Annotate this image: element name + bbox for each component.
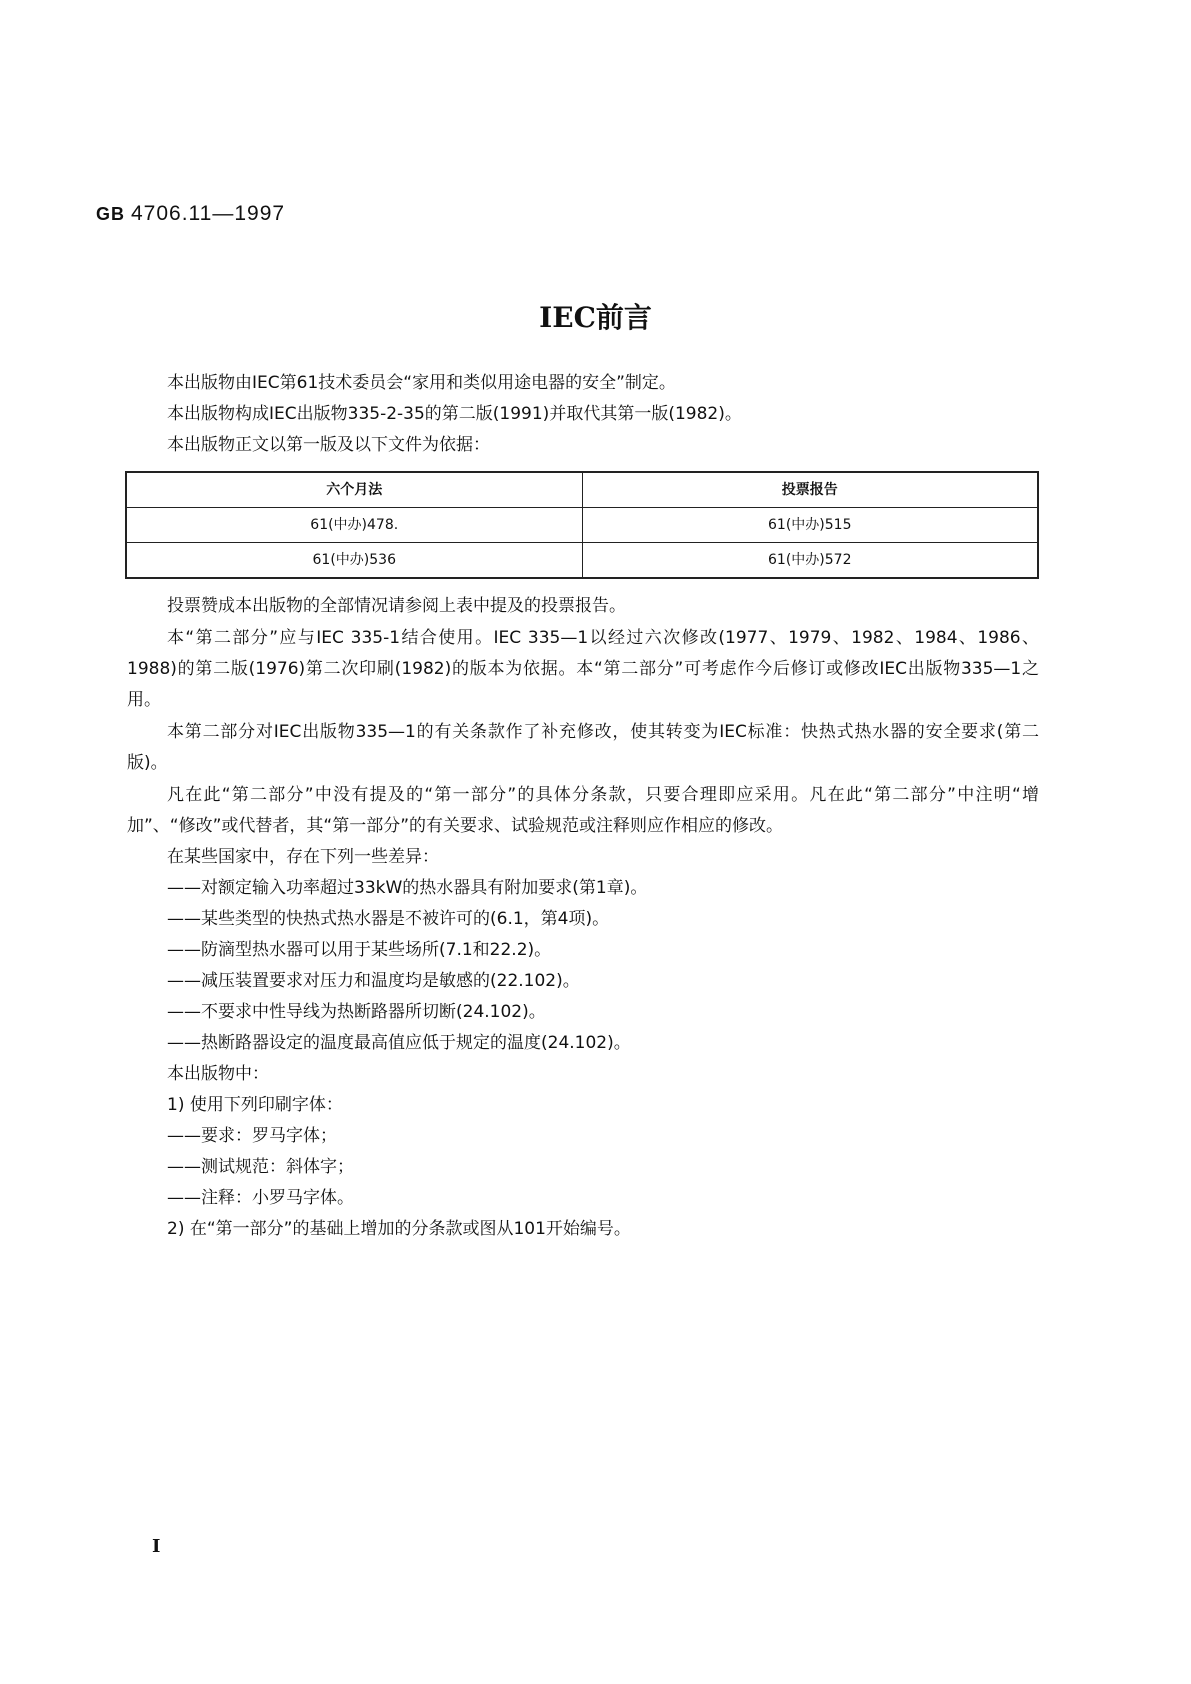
body-paragraph: 在某些国家中，存在下列一些差异：	[167, 847, 439, 867]
intro-paragraph: 本出版物构成IEC出版物335-2-35的第二版(1991)并取代其第一版(1982)。	[167, 404, 742, 424]
intro-paragraph: 本出版物由IEC第61技术委员会“家用和类似用途电器的安全”制定。	[167, 373, 676, 393]
table-cell: 61(中办)478.	[126, 508, 582, 543]
numbered-item: 2) 在“第一部分”的基础上增加的分条款或图从101开始编号。	[167, 1219, 631, 1239]
typeface-item: ——注释：小罗马字体。	[167, 1188, 354, 1208]
numbered-item: 1) 使用下列印刷字体：	[167, 1095, 343, 1115]
body-paragraph: 本出版物中：	[167, 1064, 269, 1084]
table-cell: 61(中办)536	[126, 543, 582, 579]
difference-item: ——对额定输入功率超过33kW的热水器具有附加要求(第1章)。	[167, 878, 648, 898]
document-body	[127, 368, 1039, 1245]
standard-prefix: GB	[96, 204, 125, 224]
difference-item: ——热断路器设定的温度最高值应低于规定的温度(24.102)。	[167, 1033, 631, 1053]
table-header-cell: 投票报告	[582, 472, 1038, 508]
intro-paragraph: 本出版物正文以第一版及以下文件为依据：	[167, 435, 490, 455]
page-title: IEC前言	[539, 301, 652, 334]
table-row	[126, 543, 1038, 579]
table-cell: 61(中办)572	[582, 543, 1038, 579]
body-paragraph: 本第二部分对IEC出版物335—1的有关条款作了补充修改，使其转变为IEC标准：快热式热水器的安全要求(第二版)。	[127, 722, 1039, 773]
page-number: I	[152, 1536, 161, 1557]
difference-item: ——防滴型热水器可以用于某些场所(7.1和22.2)。	[167, 940, 552, 960]
difference-item: ——不要求中性导线为热断路器所切断(24.102)。	[167, 1002, 546, 1022]
standard-code: 4706.11—1997	[131, 202, 286, 225]
standard-number	[96, 202, 285, 226]
difference-item: ——某些类型的快热式热水器是不被许可的(6.1，第4项)。	[167, 909, 610, 929]
table-row	[126, 508, 1038, 543]
table-cell: 61(中办)515	[582, 508, 1038, 543]
difference-item: ——减压装置要求对压力和温度均是敏感的(22.102)。	[167, 971, 580, 991]
voting-table	[125, 471, 1039, 579]
body-paragraph: 凡在此“第二部分”中没有提及的“第一部分”的具体分条款，只要合理即应采用。凡在此“第二部分”中注明“增加”、“修改”或代替者，其“第一部分”的有关要求、试验规范或注释则应作相应的修改。	[127, 785, 1039, 836]
table-header-row	[126, 472, 1038, 508]
table-header-cell: 六个月法	[126, 472, 582, 508]
body-paragraph: 投票赞成本出版物的全部情况请参阅上表中提及的投票报告。	[167, 596, 626, 616]
typeface-item: ——要求：罗马字体；	[167, 1126, 337, 1146]
body-paragraph: 本“第二部分”应与IEC 335-1结合使用。IEC 335—1以经过六次修改(1977、1979、1982、1984、1986、1988)的第二版(1976)第二次印刷(1982)的版本为依据。本“第二部分”可考虑作今后修订或修改IEC出版物335—1之用。	[127, 628, 1039, 710]
typeface-item: ——测试规范：斜体字；	[167, 1157, 354, 1177]
